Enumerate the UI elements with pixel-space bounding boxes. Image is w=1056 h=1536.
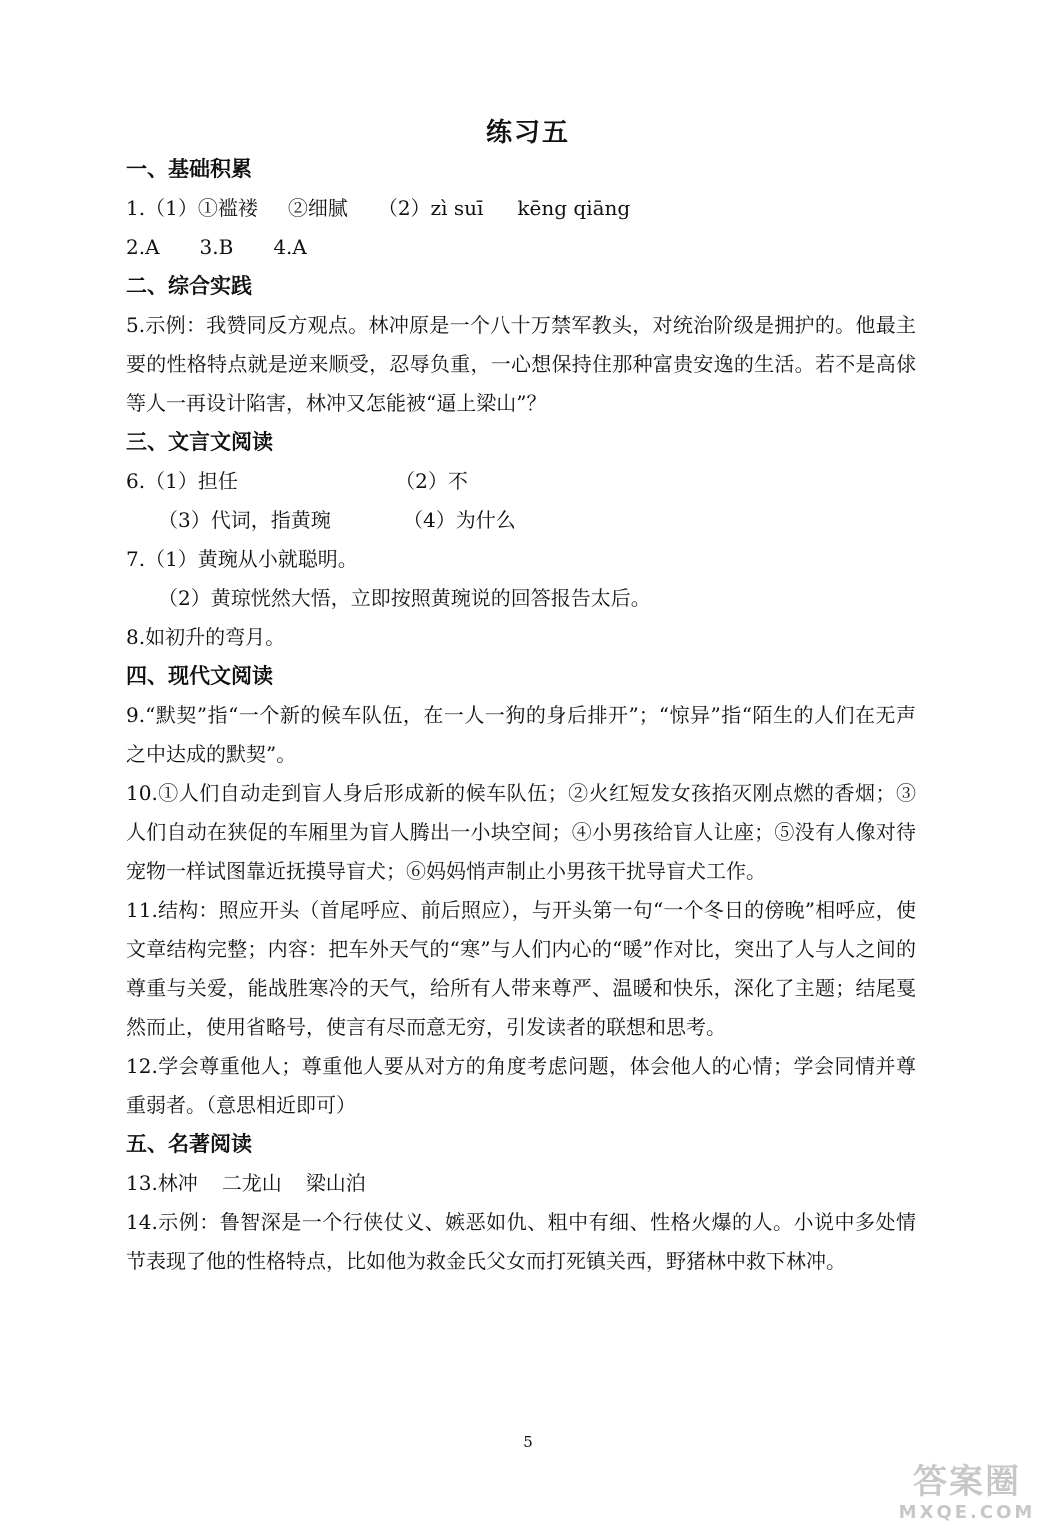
q1-part3: （2）zì suī (377, 196, 484, 220)
watermark-logo-text: 答案圈 (913, 1462, 1021, 1502)
answer-paragraph-q12: 12.学会尊重他人；尊重他人要从对方的角度考虑问题，体会他人的心情；学会同情并尊重弱者。（意思相近即可） (126, 1054, 916, 1117)
section-heading-basic: 一、基础积累 (126, 157, 252, 181)
q13-answer-c: 梁山泊 (305, 1171, 366, 1195)
q6-answer-2: （2）不 (395, 469, 468, 493)
answer-paragraph-q5: 5.示例：我赞同反方观点。林冲原是一个八十万禁军教头，对统治阶级是拥护的。他最主要的性格特点就是逆来顺受，忍辱负重，一心想保持住那种富贵安逸的生活。若不是高俅等人一再设计陷害，林冲又怎能被“逼上梁山”？ (126, 313, 916, 415)
q4-answer: 4.A (273, 235, 307, 259)
q1-part2: ②细腻 (287, 196, 348, 220)
q6-answer-4: （4）为什么 (403, 508, 516, 532)
q13-number: 13. (126, 1171, 158, 1195)
answer-line-q6-b (126, 501, 916, 540)
answer-line-q8: 8.如初升的弯月。 (126, 625, 286, 649)
answer-content (126, 150, 916, 1281)
q6-number: 6. (126, 469, 146, 493)
section-heading-modern: 四、现代文阅读 (126, 664, 273, 688)
q1-part1: （1）①褴褛 (145, 196, 258, 220)
answer-line-q2-4 (126, 228, 916, 267)
page-number: 5 (523, 1433, 533, 1451)
watermark-logo (892, 1462, 1042, 1530)
answer-paragraph-q11: 11.结构：照应开头（首尾呼应、前后照应），与开头第一句“一个冬日的傍晚”相呼应，使文章结构完整；内容：把车外天气的“寒”与人们内心的“暖”作对比，突出了人与人之间的尊重与关爱，能战胜寒冷的天气，给所有人带来尊严、温暖和快乐，深化了主题；结尾戛然而止，使用省略号，使言有尽而意无穷，引发读者的联想和思考。 (126, 898, 916, 1039)
q13-answer-b: 二龙山 (221, 1171, 282, 1195)
answer-line-q6-a (126, 462, 916, 501)
answer-line-q7-2: （2）黄琼恍然大悟，立即按照黄琬说的回答报告太后。 (158, 586, 651, 610)
answer-line-q1 (126, 189, 916, 228)
q1-number: 1. (126, 196, 146, 220)
answer-paragraph-q9: 9.“默契”指“一个新的候车队伍，在一人一狗的身后排开”；“惊异”指“陌生的人们在无声之中达成的默契”。 (126, 703, 916, 766)
section-heading-classical: 三、文言文阅读 (126, 430, 273, 454)
answer-line-q7-1: 7.（1）黄琬从小就聪明。 (126, 547, 358, 571)
section-heading-classics: 五、名著阅读 (126, 1132, 252, 1156)
q6-answer-3: （3）代词，指黄琬 (158, 508, 331, 532)
answer-line-q13 (126, 1164, 916, 1203)
page-title: 练习五 (485, 118, 570, 148)
watermark-url: MXQE.COM (898, 1502, 1036, 1523)
answer-paragraph-q10: 10.①人们自动走到盲人身后形成新的候车队伍；②火红短发女孩掐灭刚点燃的香烟；③人们自动在狭促的车厢里为盲人腾出一小块空间；④小男孩给盲人让座；⑤没有人像对待宠物一样试图靠近抚摸导盲犬；⑥妈妈悄声制止小男孩干扰导盲犬工作。 (126, 781, 916, 883)
q3-answer: 3.B (199, 235, 234, 259)
section-heading-practice: 二、综合实践 (126, 274, 252, 298)
q13-answer-a: 林冲 (157, 1171, 198, 1195)
answer-paragraph-q14: 14.示例：鲁智深是一个行侠仗义、嫉恶如仇、粗中有细、性格火爆的人。小说中多处情节表现了他的性格特点，比如他为救金氏父女而打死镇关西，野猪林中救下林冲。 (126, 1210, 916, 1273)
q6-answer-1: （1）担任 (145, 469, 238, 493)
q2-answer: 2.A (126, 235, 160, 259)
q1-part4: kēng qiāng (517, 196, 631, 220)
